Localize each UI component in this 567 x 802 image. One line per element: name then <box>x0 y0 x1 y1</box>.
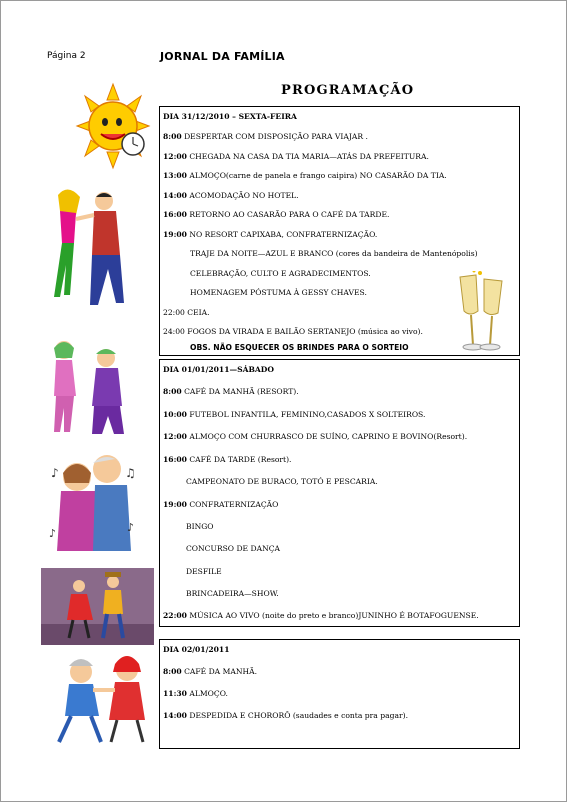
schedule-item: 22:00 MÚSICA AO VIVO (noite do preto e branco)JUNINHO É BOTAFOGUENSE. <box>163 611 479 620</box>
journal-title: JORNAL DA FAMÍLIA <box>160 50 285 63</box>
champagne-glasses-clipart <box>454 271 509 355</box>
schedule-item: CAMPEONATO DE BURACO, TOTÓ E PESCARIA. <box>186 477 378 486</box>
day-heading: DIA 01/01/2011—SÁBADO <box>163 365 274 374</box>
schedule-item: 12:00 ALMOÇO COM CHURRASCO DE SUÍNO, CAPRINO E BOVINO(Resort). <box>163 432 468 441</box>
schedule-item: 19:00 NO RESORT CAPIXABA, CONFRATERNIZAÇÃO. <box>163 230 378 239</box>
clown-dance-clipart <box>45 650 160 745</box>
day-1-schedule <box>159 106 520 356</box>
schedule-item: 14:00 ACOMODAÇÃO NO HOTEL. <box>163 191 299 200</box>
schedule-item: 16:00 CAFÉ DA TARDE (Resort). <box>163 455 292 464</box>
page-number: Página 2 <box>47 51 86 61</box>
party-couple-clipart <box>40 336 135 436</box>
dancing-couple-clipart <box>40 185 140 310</box>
schedule-item: 8:00 DESPERTAR COM DISPOSIÇÃO PARA VIAJAR . <box>163 132 368 141</box>
schedule-item: HOMENAGEM PÓSTUMA À GESSY CHAVES. <box>190 288 367 297</box>
sun-clock-clipart <box>75 82 155 170</box>
elderly-couple-clipart <box>45 447 140 557</box>
schedule-item: 14:00 DESPEDIDA E CHORORÔ (saudades e conta pra pagar). <box>163 711 409 720</box>
schedule-item: 8:00 CAFÉ DA MANHÃ (RESORT). <box>163 387 299 396</box>
svg-text:♪: ♪ <box>51 466 59 480</box>
schedule-item: 8:00 CAFÉ DA MANHÃ. <box>163 667 258 676</box>
note-text: OBS. NÃO ESQUECER OS BRINDES PARA O SORTEIO <box>190 343 409 352</box>
schedule-item: 22:00 CEIA. <box>163 308 210 317</box>
schedule-item: 16:00 RETORNO AO CASARÃO PARA O CAFÉ DA TARDE. <box>163 210 390 219</box>
schedule-item: CONCURSO DE DANÇA <box>186 544 281 553</box>
schedule-item: 12:00 CHEGADA NA CASA DA TIA MARIA—ATÁS DA PREFEITURA. <box>163 152 429 161</box>
day-heading: DIA 31/12/2010 – SEXTA-FEIRA <box>163 112 297 121</box>
program-title: PROGRAMAÇÃO <box>281 83 415 98</box>
schedule-item: BINGO <box>186 522 214 531</box>
western-dance-clipart <box>41 568 154 645</box>
schedule-item: TRAJE DA NOITE—AZUL E BRANCO (cores da bandeira de Mantenópolis) <box>190 249 478 258</box>
schedule-item: DESFILE <box>186 567 222 576</box>
schedule-item: 10:00 FUTEBOL INFANTILA, FEMININO,CASADOS X SOLTEIROS. <box>163 410 426 419</box>
schedule-item: 13:00 ALMOÇO(carne de panela e frango caipira) NO CASARÃO DA TIA. <box>163 171 447 180</box>
svg-text:♫: ♫ <box>125 466 136 480</box>
svg-text:♪: ♪ <box>49 527 57 540</box>
schedule-item: 11:30 ALMOÇO. <box>163 689 228 698</box>
schedule-item: BRINCADEIRA—SHOW. <box>186 589 279 598</box>
day-3-schedule <box>159 639 520 749</box>
day-2-schedule <box>159 359 520 627</box>
schedule-item: CELEBRAÇÃO, CULTO E AGRADECIMENTOS. <box>190 269 371 278</box>
day-heading: DIA 02/01/2011 <box>163 645 230 654</box>
schedule-item: 24:00 FOGOS DA VIRADA E BAILÃO SERTANEJO (música ao vivo). <box>163 327 423 336</box>
schedule-item: 19:00 CONFRATERNIZAÇÃO <box>163 500 279 509</box>
svg-text:♪: ♪ <box>127 521 135 534</box>
